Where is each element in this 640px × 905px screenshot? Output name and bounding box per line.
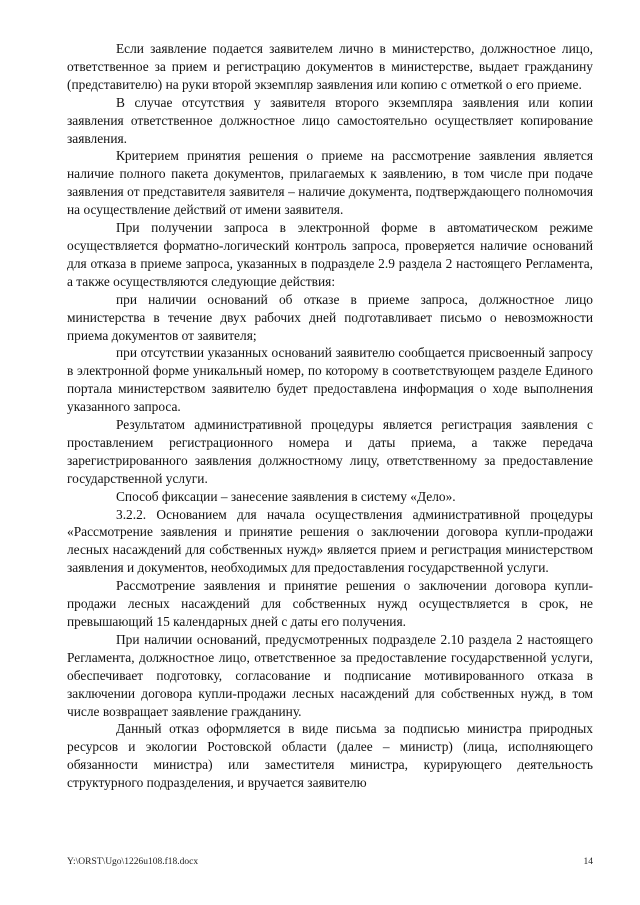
paragraph: При наличии оснований, предусмотренных подразделе 2.10 раздела 2 настоящего Регламента, должностное лицо, ответственное за предоставление государственной услуги, обеспечивает подготовку, согласование и подписание мотивированного отказа в заключении договора купли-продажи лесных насаждений для собственных нужд, в том числе возвращает заявление гражданину.: [67, 631, 593, 719]
paragraph: Результатом административной процедуры является регистрация заявления с проставлением регистрационного номера и даты приема, а также передача зарегистрированного заявления должностному лицу, ответственному за предоставление государственной услуги.: [67, 417, 593, 486]
paragraph: 3.2.2. Основанием для начала осуществления административной процедуры «Рассмотрение заявления и принятие решения о заключении договора купли-продажи лесных насаждений для собственных нужд» является прием и регистрация министерством заявления и документов, необходимых для предоставления государственной услуги.: [67, 506, 593, 576]
paragraph: При получении запроса в электронной форме в автоматическом режиме осуществляется форматно-логический контроль запроса, проверяется наличие оснований для отказа в приеме запроса, указанных в подразделе 2.9 раздела 2 настоящего Регламента, а также осуществляются следующие действия:: [67, 220, 593, 289]
paragraph: Рассмотрение заявления и принятие решения о заключении договора купли-продажи лесных насаждений для собственных нужд осуществляется в срок, не превышающий 15 календарных дней с даты его получения.: [67, 578, 593, 629]
file-path: Y:\ORST\Ugo\1226u108.f18.docx: [67, 857, 199, 867]
paragraph: Данный отказ оформляется в виде письма за подписью министра природных ресурсов и экологии Ростовской области (далее – министр) (лица, исполняющего обязанности министра) или заместителя министра, курирующего деятельность структурного подразделения, и вручается заявителю: [67, 721, 593, 791]
paragraph: при наличии оснований об отказе в приеме запроса, должностное лицо министерства в течение двух рабочих дней подготавливает письмо о невозможности приема документов от заявителя;: [67, 291, 593, 343]
paragraph: Критерием принятия решения о приеме на рассмотрение заявления является наличие полного пакета документов, прилагаемых к заявлению, в том числе при подаче заявления от представителя заявителя – наличие документа, подтверждающего полномочия на осуществление действий от имени заявителя.: [67, 148, 593, 218]
paragraph: Если заявление подается заявителем лично в министерство, должностное лицо, ответственное за прием и регистрацию документов в министерстве, выдает гражданину (представителю) на руки второй экземпляр заявления или копию с отметкой о его приеме.: [67, 41, 593, 92]
body-text: [67, 40, 593, 792]
page-number: 14: [583, 857, 593, 867]
paragraph: при отсутствии указанных оснований заявителю сообщается присвоенный запросу в электронной форме уникальный номер, по которому в соответствующем разделе Единого портала министерством заявителю будет предоставлена информация о ходе выполнения указанного запроса.: [67, 345, 593, 415]
paragraph: В случае отсутствия у заявителя второго экземпляра заявления или копии заявления ответственное должностное лицо самостоятельно осуществляет копирование заявления.: [67, 94, 593, 146]
paragraph: Способ фиксации – занесение заявления в систему «Дело».: [116, 488, 456, 504]
